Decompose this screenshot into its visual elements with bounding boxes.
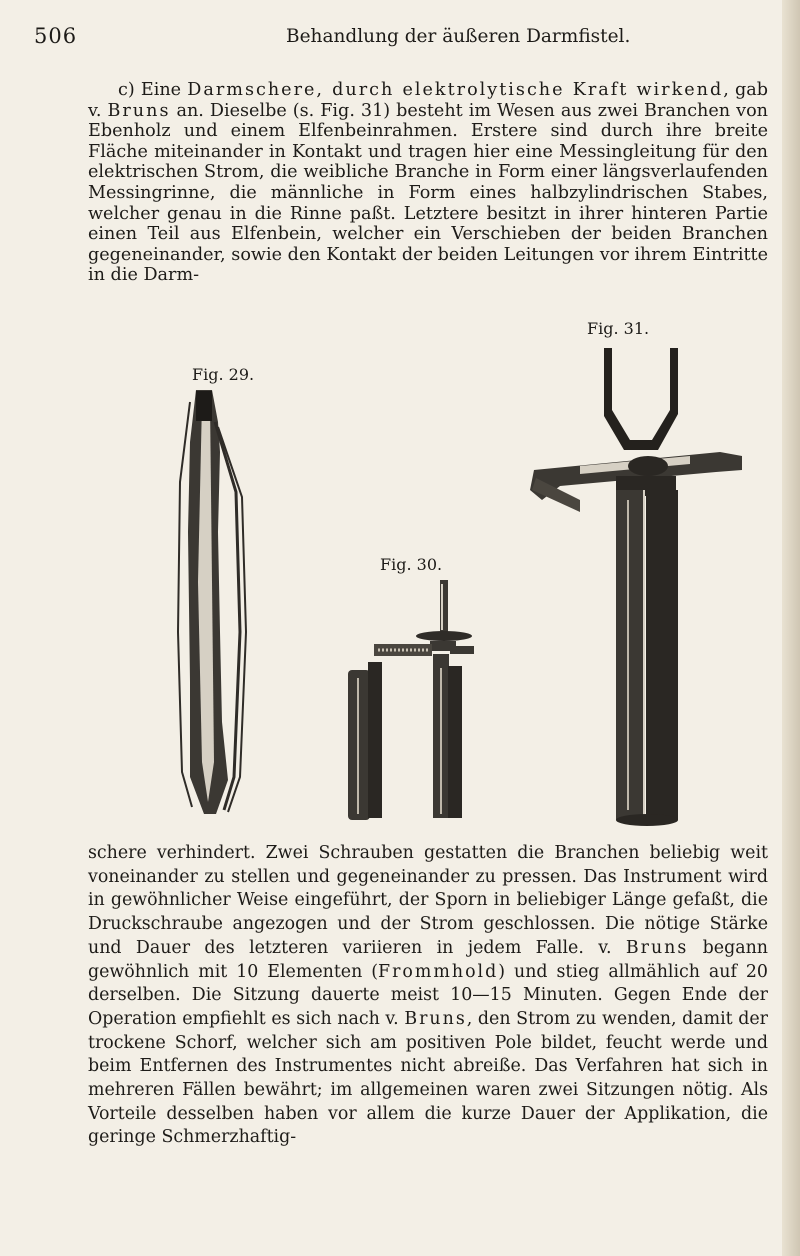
page-header — [34, 24, 754, 54]
para1-lead: c) Eine — [118, 80, 188, 100]
fig30-drawing — [320, 578, 510, 828]
para2-a: schere verhindert. Zwei Schrauben gestatten die Branchen beliebig weit voneinander zu stellen und gegeneinander zu pressen. Das Instrument wird in gewöhnlicher Weise eingeführt, der Sporn in beliebiger Länge gefaßt, die Druckschraube angezogen und der Strom geschlossen. Die nötige Stärke und Dauer des letzteren variieren in jedem Falle. v. — [88, 843, 768, 958]
fig29-label: Fig. 29. — [192, 365, 255, 384]
para2-c: ) und stieg allmählich auf 20 derselben. Die Sitzung dauerte meist 10—15 Minuten. Gegen Ende der Operation empfiehlt es sich nach v. — [88, 961, 768, 1029]
fig31-drawing — [520, 340, 760, 830]
para2-b: begann gewöhnlich mit 10 Elementen ( — [88, 937, 768, 982]
para1-term: Darmschere, durch elektrolytische Kraft wirkend — [187, 80, 724, 100]
para2-d: , den Strom zu wenden, damit der trockene Schorf, welcher sich am positiven Pole bildet, feucht werde und beim Entfernen des Instrumentes nicht abreiße. Das Verfahren hat sich in mehreren Fällen bewährt; im allgemeinen waren zwei Sitzungen nötig. Als Vorteile desselben haben vor allem die kurze Dauer der Applikation, die geringe Schmerzhaftig- — [88, 1008, 768, 1148]
para1-mid: , gab v. — [88, 80, 769, 121]
fig30-label: Fig. 30. — [380, 555, 443, 574]
para1-author: Bruns — [107, 100, 171, 121]
para2-name: Frommhold — [378, 961, 499, 982]
page-edge — [782, 0, 800, 1256]
running-title: Behandlung der äußeren Darmfistel. — [286, 26, 631, 47]
paragraph-1 — [88, 80, 768, 286]
fig31-label: Fig. 31. — [587, 319, 650, 338]
para1-rest: an. Dieselbe (s. Fig. 31) besteht im Wesen aus zwei Branchen von Ebenholz und einem Elfenbeinrahmen. Erstere sind durch ihre breite Fläche miteinander in Kontakt und tragen hier eine Messingleitung für den elektrischen Strom, die weibliche Branche in Form einer längsverlaufenden Messingrinne, die männliche in Form eines halbzylindrischen Stabes, welcher genau in die Rinne paßt. Letztere besitzt in ihrer hinteren Partie einen Teil aus Elfenbein, welcher ein Verschieben der beiden Branchen gegeneinander, sowie den Kontakt der beiden Leitungen vor ihrem Eintritte in die Darm- — [88, 100, 768, 286]
para2-author2: Bruns — [404, 1008, 467, 1029]
paragraph-2 — [88, 842, 768, 1150]
fig29-drawing — [160, 382, 280, 822]
para2-author1: Bruns — [625, 937, 689, 958]
page-number: 506 — [34, 24, 78, 48]
